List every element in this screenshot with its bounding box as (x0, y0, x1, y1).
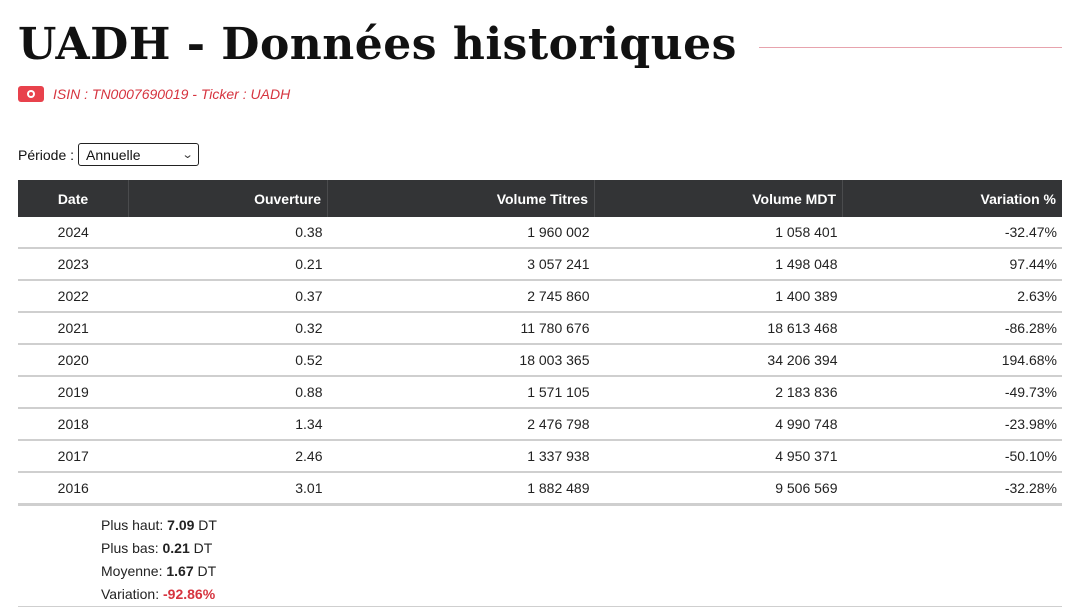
cell-variation: -23.98% (843, 408, 1063, 440)
cell-date: 2024 (18, 217, 129, 248)
table-row (18, 217, 1062, 248)
table-row (18, 408, 1062, 440)
cell-date: 2021 (18, 312, 129, 344)
header-volume-titres[interactable]: Volume Titres (328, 180, 595, 217)
period-select-value: Annuelle (86, 146, 141, 163)
cell-volume-titres: 1 960 002 (328, 217, 595, 248)
summary-variation (101, 583, 217, 606)
summary-average-unit: DT (197, 563, 217, 579)
cell-date: 2017 (18, 440, 129, 472)
summary-variation-value: -92.86% (163, 586, 216, 602)
cell-ouverture: 0.37 (129, 280, 328, 312)
cell-volume-mdt: 34 206 394 (595, 344, 843, 376)
summary-divider-top (18, 504, 1062, 506)
cell-variation: 97.44% (843, 248, 1063, 280)
summary-average (101, 560, 217, 583)
cell-variation: -50.10% (843, 440, 1063, 472)
summary-low-label: Plus bas: (101, 540, 159, 556)
cell-volume-mdt: 1 498 048 (595, 248, 843, 280)
table-header-row (18, 180, 1062, 217)
cell-volume-mdt: 4 990 748 (595, 408, 843, 440)
cell-date: 2022 (18, 280, 129, 312)
table-row (18, 248, 1062, 280)
table-row (18, 312, 1062, 344)
table-row (18, 344, 1062, 376)
cell-volume-mdt: 2 183 836 (595, 376, 843, 408)
table-row (18, 376, 1062, 408)
cell-volume-titres: 18 003 365 (328, 344, 595, 376)
cell-volume-mdt: 1 058 401 (595, 217, 843, 248)
cell-variation: -32.28% (843, 472, 1063, 504)
table-row (18, 280, 1062, 312)
summary-high-value: 7.09 (167, 517, 195, 533)
title-row (18, 14, 1062, 74)
cell-volume-titres: 2 476 798 (328, 408, 595, 440)
chevron-down-icon: ⌄ (181, 149, 194, 161)
cell-date: 2016 (18, 472, 129, 504)
cell-variation: 2.63% (843, 280, 1063, 312)
cell-volume-mdt: 9 506 569 (595, 472, 843, 504)
cell-variation: 194.68% (843, 344, 1063, 376)
summary-low-value: 0.21 (162, 540, 190, 556)
table-row (18, 440, 1062, 472)
header-date[interactable]: Date (18, 180, 129, 217)
cell-ouverture: 0.52 (129, 344, 328, 376)
cell-ouverture: 1.34 (129, 408, 328, 440)
cell-ouverture: 3.01 (129, 472, 328, 504)
cell-volume-titres: 1 571 105 (328, 376, 595, 408)
period-selector (18, 143, 199, 166)
summary-variation-label: Variation: (101, 586, 160, 602)
cell-ouverture: 2.46 (129, 440, 328, 472)
summary-average-value: 1.67 (166, 563, 194, 579)
cell-volume-titres: 1 882 489 (328, 472, 595, 504)
cell-date: 2020 (18, 344, 129, 376)
summary-average-label: Moyenne: (101, 563, 163, 579)
cell-volume-titres: 2 745 860 (328, 280, 595, 312)
header-ouverture[interactable]: Ouverture (129, 180, 328, 217)
summary-stats (101, 514, 217, 606)
period-select[interactable] (78, 143, 199, 166)
cell-date: 2023 (18, 248, 129, 280)
historical-data-table (18, 180, 1062, 505)
summary-high-unit: DT (198, 517, 217, 533)
cell-ouverture: 0.21 (129, 248, 328, 280)
cell-volume-titres: 11 780 676 (328, 312, 595, 344)
period-label: Période : (18, 146, 75, 163)
title-divider (759, 47, 1062, 48)
cell-variation: -49.73% (843, 376, 1063, 408)
cell-variation: -86.28% (843, 312, 1063, 344)
summary-high-label: Plus haut: (101, 517, 164, 533)
header-variation[interactable]: Variation % (843, 180, 1063, 217)
cell-volume-titres: 3 057 241 (328, 248, 595, 280)
tunisia-flag-icon (18, 86, 44, 102)
cell-volume-mdt: 4 950 371 (595, 440, 843, 472)
summary-low-unit: DT (193, 540, 213, 556)
summary-divider-bottom (18, 606, 1062, 607)
cell-ouverture: 0.38 (129, 217, 328, 248)
cell-date: 2019 (18, 376, 129, 408)
summary-low (101, 537, 217, 560)
table-row (18, 472, 1062, 504)
cell-ouverture: 0.88 (129, 376, 328, 408)
cell-volume-mdt: 1 400 389 (595, 280, 843, 312)
page-title: UADH - Données historiques (18, 18, 737, 70)
cell-date: 2018 (18, 408, 129, 440)
cell-volume-mdt: 18 613 468 (595, 312, 843, 344)
isin-row (18, 86, 290, 102)
isin-ticker-text: ISIN : TN0007690019 - Ticker : UADH (53, 86, 291, 102)
summary-high (101, 514, 217, 537)
cell-ouverture: 0.32 (129, 312, 328, 344)
cell-variation: -32.47% (843, 217, 1063, 248)
cell-volume-titres: 1 337 938 (328, 440, 595, 472)
header-volume-mdt[interactable]: Volume MDT (595, 180, 843, 217)
